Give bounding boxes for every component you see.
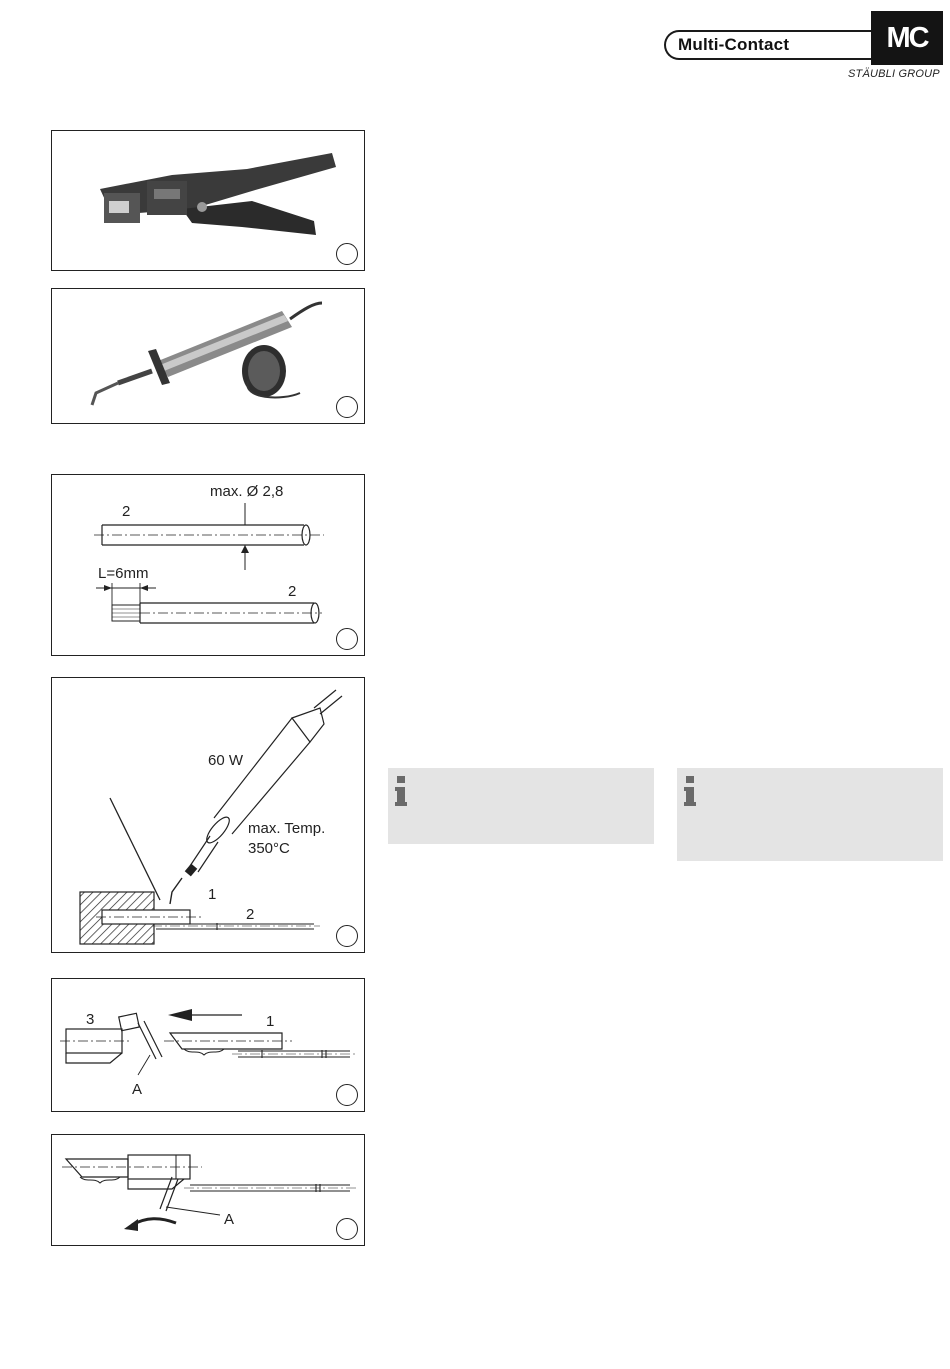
soldering-step-diagram [52, 678, 363, 951]
figure-soldering-step [51, 677, 365, 953]
part-label-1: 1 [208, 886, 217, 903]
info-icon [684, 776, 696, 806]
info-icon [395, 776, 407, 806]
part-label-3: 3 [86, 1011, 95, 1028]
length-label: L=6mm [98, 565, 149, 582]
part-label-2: 2 [246, 906, 255, 923]
wire-label-bottom: 2 [288, 583, 297, 600]
insertion-step-diagram [52, 979, 363, 1110]
figure-soldering-iron [51, 288, 365, 424]
figure-number-circle [336, 243, 358, 265]
figure-number-circle [336, 925, 358, 947]
mc-logo: MC [871, 11, 943, 65]
clip-step-diagram [52, 1135, 363, 1244]
diameter-label: max. Ø 2,8 [210, 483, 284, 500]
figure-number-circle [336, 628, 358, 650]
temperature-label-line2: 350°C [248, 840, 290, 857]
figure-insertion-step [51, 978, 365, 1112]
figure-wire-dimensions [51, 474, 365, 656]
info-box-left [388, 768, 654, 844]
temperature-label-line1: max. Temp. [248, 820, 326, 837]
group-name: STÄUBLI GROUP [848, 68, 940, 80]
figure-number-circle [336, 1084, 358, 1106]
clip-label-a: A [132, 1081, 143, 1098]
power-label: 60 W [208, 752, 244, 769]
soldering-iron-illustration [52, 289, 363, 422]
part-label-1: 1 [266, 1013, 275, 1030]
brand-name: Multi-Contact [678, 35, 790, 54]
figure-number-circle [336, 396, 358, 418]
wire-stripper-illustration [52, 131, 363, 269]
figure-clip-step [51, 1134, 365, 1246]
figure-number-circle [336, 1218, 358, 1240]
clip-label-a: A [224, 1211, 235, 1228]
figure-wire-stripper [51, 130, 365, 271]
info-box-right [677, 768, 943, 861]
wire-label-top: 2 [122, 503, 131, 520]
